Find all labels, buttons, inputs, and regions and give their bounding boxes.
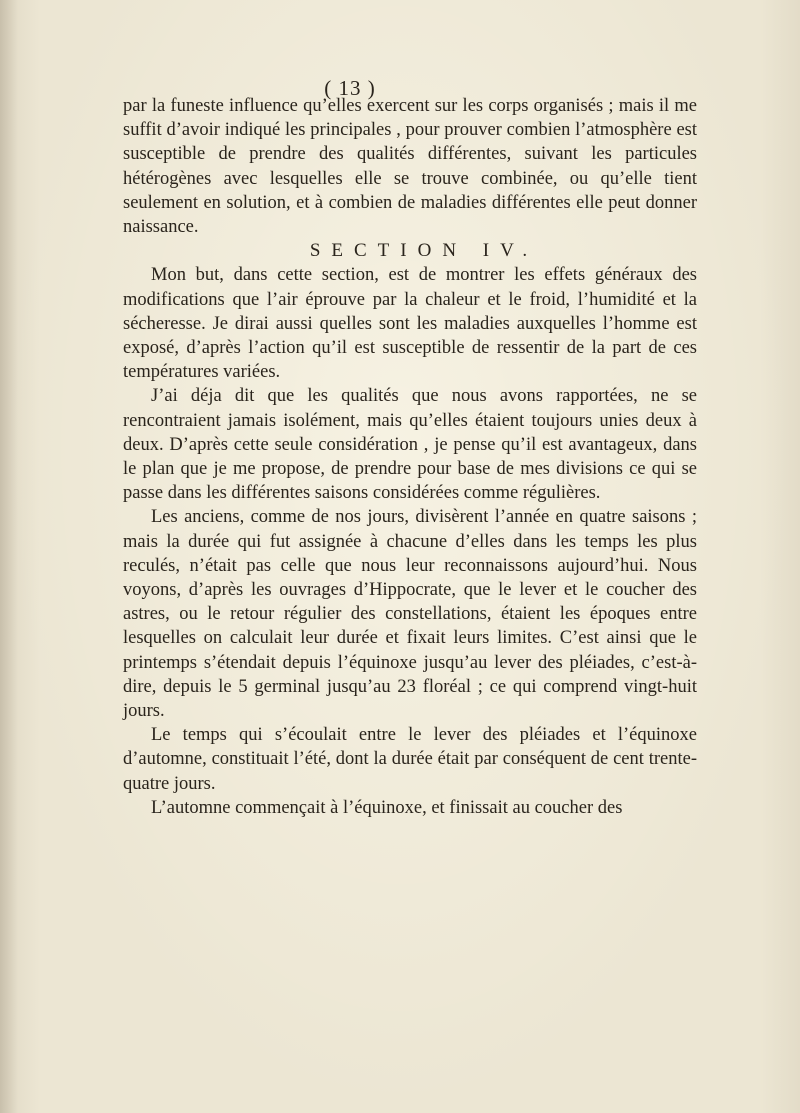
page-number: ( 13 ) (324, 76, 376, 100)
section-heading: SECTION IV. (309, 240, 539, 262)
paragraph-continuation: par la funeste influence qu’elles exercent sur les corps organisés ; mais il me suffit d’avoir indiqué les principales , pour prouver combien l’atmosphère est susceptible de prendre des qualités différentes, suivant les particules hétérogènes avec lesquelles elle se trouve combinée, ou qu’elle tient seulement en solution, et à combien de maladies différentes elle peut donner naissance. (123, 96, 697, 238)
paragraph-autumn: L’automne commençait à l’équinoxe, et finissait au coucher des (151, 797, 623, 818)
paragraph-summer: Le temps qui s’écoulait entre le lever des pléiades et l’équinoxe d’automne, constituait l’été, dont la durée était par conséquent de cent trente-quatre jours. (123, 725, 697, 794)
paragraph-qualities: J’ai déja dit que les qualités que nous avons rapportées, ne se rencontraient jamais isolément, mais qu’elles étaient toujours unies deux à deux. D’après cette seule considération , je pense qu’il est avantageux, dans le plan que je me propose, de prendre pour base de mes divisions ce qui se passe dans les différentes saisons considérées comme régulières. (123, 386, 697, 504)
page-fold-shadow (0, 0, 18, 1113)
paragraph-section-intro: Mon but, dans cette section, est de montrer les effets généraux des modifications que l’air éprouve par la chaleur et le froid, l’humidité et la sécheresse. Je dirai aussi quelles sont les maladies auxquelles l’homme est exposé, d’après l’action qu’il est susceptible de ressentir de la part de ces températures variées. (123, 265, 697, 383)
page-body (123, 94, 697, 820)
paragraph-ancient-seasons: Les anciens, comme de nos jours, divisèrent l’année en quatre saisons ; mais la durée qui fut assignée à chacune d’elles dans les temps les plus reculés, n’était pas celle que nous leur reconnaissons aujourd’hui. Nous voyons, d’après les ouvrages d’Hippocrate, que le lever et le coucher des astres, ou le retour régulier des constellations, étaient les époques entre lesquelles on calculait leur durée et fixait leurs limites. C’est ainsi que le printemps s’étendait depuis l’équinoxe jusqu’au lever des pléiades, c’est-à-dire, depuis le 5 germinal jusqu’au 23 floréal ; ce qui comprend vingt-huit jours. (123, 507, 697, 722)
